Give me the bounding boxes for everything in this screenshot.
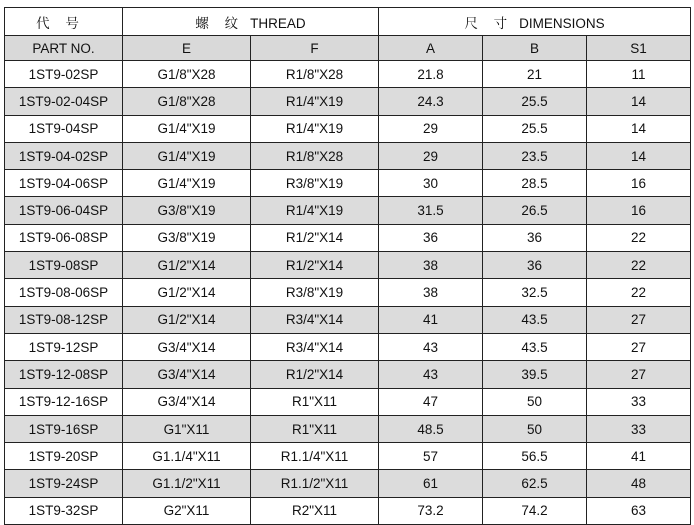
cell-part: 1ST9-08SP (5, 252, 123, 279)
cell-part: 1ST9-32SP (5, 497, 123, 524)
table-body (5, 61, 691, 525)
cell-b: 74.2 (483, 497, 587, 524)
cell-a: 48.5 (379, 415, 483, 442)
cell-e: G1/8"X28 (123, 61, 251, 88)
table-row (5, 252, 691, 279)
header-col-f: F (251, 36, 379, 61)
cell-s1: 14 (587, 142, 691, 169)
header-col-a: A (379, 36, 483, 61)
cell-b: 39.5 (483, 361, 587, 388)
cell-e: G2"X11 (123, 497, 251, 524)
cell-e: G3/4"X14 (123, 361, 251, 388)
cell-e: G1/8"X28 (123, 88, 251, 115)
cell-f: R1.1/2"X11 (251, 470, 379, 497)
cell-s1: 22 (587, 224, 691, 251)
cell-a: 29 (379, 142, 483, 169)
cell-e: G1.1/4"X11 (123, 443, 251, 470)
header-thread-cn: 螺 纹 (195, 15, 245, 31)
cell-a: 47 (379, 388, 483, 415)
cell-a: 29 (379, 115, 483, 142)
cell-a: 30 (379, 170, 483, 197)
cell-e: G1/4"X19 (123, 142, 251, 169)
table-row (5, 224, 691, 251)
cell-e: G1/2"X14 (123, 279, 251, 306)
header-col-b: B (483, 36, 587, 61)
cell-e: G1"X11 (123, 415, 251, 442)
cell-part: 1ST9-04SP (5, 115, 123, 142)
cell-e: G3/8"X19 (123, 197, 251, 224)
header-part-cn: 代 号 (5, 8, 123, 36)
cell-f: R1/4"X19 (251, 88, 379, 115)
header-thread-en: THREAD (250, 15, 306, 31)
cell-a: 41 (379, 306, 483, 333)
cell-a: 21.8 (379, 61, 483, 88)
cell-f: R2"X11 (251, 497, 379, 524)
header-thread (123, 8, 379, 36)
cell-s1: 33 (587, 415, 691, 442)
cell-part: 1ST9-06-08SP (5, 224, 123, 251)
cell-a: 31.5 (379, 197, 483, 224)
table-row (5, 142, 691, 169)
cell-e: G3/4"X14 (123, 388, 251, 415)
header-part-en: PART NO. (5, 36, 123, 61)
cell-a: 24.3 (379, 88, 483, 115)
cell-s1: 16 (587, 170, 691, 197)
table-row (5, 443, 691, 470)
table-row (5, 306, 691, 333)
cell-b: 26.5 (483, 197, 587, 224)
cell-part: 1ST9-20SP (5, 443, 123, 470)
cell-f: R1/8"X28 (251, 142, 379, 169)
cell-a: 36 (379, 224, 483, 251)
cell-s1: 41 (587, 443, 691, 470)
cell-f: R3/8"X19 (251, 170, 379, 197)
cell-f: R1.1/4"X11 (251, 443, 379, 470)
cell-s1: 14 (587, 88, 691, 115)
header-row-columns (5, 36, 691, 61)
cell-f: R1"X11 (251, 415, 379, 442)
cell-s1: 48 (587, 470, 691, 497)
cell-b: 43.5 (483, 333, 587, 360)
header-dimensions-cn: 尺 寸 (464, 15, 514, 31)
cell-b: 50 (483, 388, 587, 415)
cell-part: 1ST9-06-04SP (5, 197, 123, 224)
cell-f: R1/2"X14 (251, 224, 379, 251)
cell-s1: 63 (587, 497, 691, 524)
cell-part: 1ST9-16SP (5, 415, 123, 442)
cell-a: 73.2 (379, 497, 483, 524)
cell-part: 1ST9-04-02SP (5, 142, 123, 169)
header-row-group (5, 8, 691, 36)
cell-e: G3/8"X19 (123, 224, 251, 251)
table-row (5, 470, 691, 497)
cell-part: 1ST9-08-12SP (5, 306, 123, 333)
header-dimensions (379, 8, 691, 36)
cell-b: 21 (483, 61, 587, 88)
cell-b: 56.5 (483, 443, 587, 470)
cell-e: G1/4"X19 (123, 115, 251, 142)
cell-a: 38 (379, 252, 483, 279)
cell-a: 38 (379, 279, 483, 306)
spec-table (4, 7, 691, 525)
cell-b: 25.5 (483, 115, 587, 142)
cell-part: 1ST9-24SP (5, 470, 123, 497)
table-row (5, 388, 691, 415)
cell-b: 62.5 (483, 470, 587, 497)
cell-s1: 27 (587, 361, 691, 388)
cell-s1: 16 (587, 197, 691, 224)
cell-part: 1ST9-08-06SP (5, 279, 123, 306)
spec-table-container (4, 7, 690, 525)
cell-part: 1ST9-02-04SP (5, 88, 123, 115)
table-row (5, 197, 691, 224)
table-row (5, 279, 691, 306)
cell-f: R1"X11 (251, 388, 379, 415)
cell-s1: 27 (587, 333, 691, 360)
cell-f: R1/2"X14 (251, 252, 379, 279)
cell-f: R1/2"X14 (251, 361, 379, 388)
cell-e: G1/2"X14 (123, 252, 251, 279)
header-col-e: E (123, 36, 251, 61)
cell-part: 1ST9-02SP (5, 61, 123, 88)
cell-a: 43 (379, 333, 483, 360)
cell-f: R1/4"X19 (251, 115, 379, 142)
cell-part: 1ST9-12-08SP (5, 361, 123, 388)
cell-a: 61 (379, 470, 483, 497)
cell-f: R1/4"X19 (251, 197, 379, 224)
cell-a: 57 (379, 443, 483, 470)
table-row (5, 497, 691, 524)
cell-s1: 27 (587, 306, 691, 333)
table-header (5, 8, 691, 61)
cell-e: G3/4"X14 (123, 333, 251, 360)
table-row (5, 333, 691, 360)
table-row (5, 415, 691, 442)
cell-part: 1ST9-04-06SP (5, 170, 123, 197)
cell-s1: 33 (587, 388, 691, 415)
cell-a: 43 (379, 361, 483, 388)
cell-b: 28.5 (483, 170, 587, 197)
cell-b: 36 (483, 224, 587, 251)
table-row (5, 61, 691, 88)
cell-part: 1ST9-12-16SP (5, 388, 123, 415)
cell-s1: 22 (587, 252, 691, 279)
table-row (5, 170, 691, 197)
table-row (5, 115, 691, 142)
header-col-s1: S1 (587, 36, 691, 61)
cell-e: G1/4"X19 (123, 170, 251, 197)
cell-f: R3/4"X14 (251, 333, 379, 360)
cell-b: 50 (483, 415, 587, 442)
cell-f: R1/8"X28 (251, 61, 379, 88)
cell-b: 36 (483, 252, 587, 279)
cell-f: R3/8"X19 (251, 279, 379, 306)
cell-b: 23.5 (483, 142, 587, 169)
cell-b: 25.5 (483, 88, 587, 115)
table-row (5, 361, 691, 388)
cell-b: 43.5 (483, 306, 587, 333)
table-row (5, 88, 691, 115)
cell-s1: 14 (587, 115, 691, 142)
cell-part: 1ST9-12SP (5, 333, 123, 360)
cell-s1: 22 (587, 279, 691, 306)
header-dimensions-en: DIMENSIONS (519, 15, 605, 31)
cell-s1: 11 (587, 61, 691, 88)
cell-b: 32.5 (483, 279, 587, 306)
cell-e: G1/2"X14 (123, 306, 251, 333)
cell-f: R3/4"X14 (251, 306, 379, 333)
cell-e: G1.1/2"X11 (123, 470, 251, 497)
